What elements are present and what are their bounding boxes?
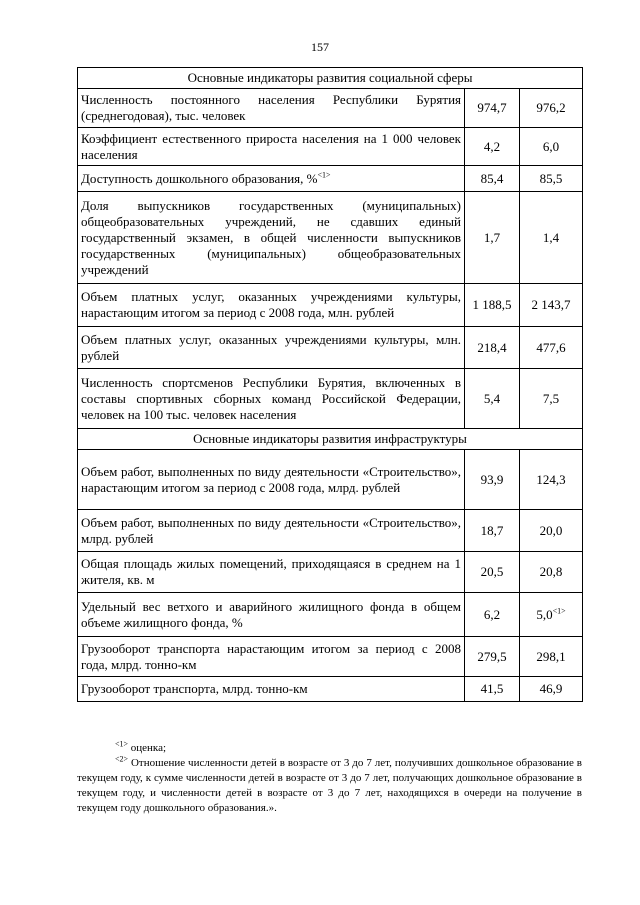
value-col-1: 18,7 bbox=[465, 510, 520, 552]
value-col-2: 2 143,7 bbox=[520, 284, 583, 327]
indicator-name: Доля выпускников государственных (муниципальных) общеобразовательных учреждений, не сдавших единый государственный экзамен, в общей численности выпускников государственных (муниципальных) общеобразовательных учреждений bbox=[78, 192, 465, 284]
indicator-name: Общая площадь жилых помещений, приходящаяся в среднем на 1 жителя, кв. м bbox=[78, 552, 465, 593]
value-col-2: 1,4 bbox=[520, 192, 583, 284]
section-header-row bbox=[78, 429, 583, 450]
footnotes bbox=[77, 741, 582, 816]
indicator-name: Объем работ, выполненных по виду деятельности «Строительство», млрд. рублей bbox=[78, 510, 465, 552]
indicator-name bbox=[78, 166, 465, 192]
value-col-2: 85,5 bbox=[520, 166, 583, 192]
value-col-1: 279,5 bbox=[465, 637, 520, 677]
table-row bbox=[78, 166, 583, 192]
indicator-name: Коэффициент естественного прироста населения на 1 000 человек населения bbox=[78, 128, 465, 166]
value-col-2: 298,1 bbox=[520, 637, 583, 677]
footnote-mark: <1> bbox=[115, 739, 129, 749]
value-col-1: 974,7 bbox=[465, 89, 520, 128]
value-col-1: 4,2 bbox=[465, 128, 520, 166]
indicator-name-text: Доступность дошкольного образования, % bbox=[81, 170, 318, 186]
indicator-name: Объем работ, выполненных по виду деятельности «Строительство», нарастающим итогом за период с 2008 года, млрд. рублей bbox=[78, 450, 465, 510]
value-col-2: 20,0 bbox=[520, 510, 583, 552]
table-row bbox=[78, 369, 583, 429]
value-col-2: 46,9 bbox=[520, 677, 583, 702]
value-col-2 bbox=[520, 593, 583, 637]
table-row bbox=[78, 677, 583, 702]
indicator-name: Грузооборот транспорта нарастающим итогом за период с 2008 года, млрд. тонно-км bbox=[78, 637, 465, 677]
value-col-1: 93,9 bbox=[465, 450, 520, 510]
footnote-text: оценка; bbox=[128, 742, 167, 754]
table-row bbox=[78, 510, 583, 552]
indicator-name: Удельный вес ветхого и аварийного жилищного фонда в общем объеме жилищного фонда, % bbox=[78, 593, 465, 637]
value-col-2: 976,2 bbox=[520, 89, 583, 128]
value-col-2: 124,3 bbox=[520, 450, 583, 510]
footnote-mark: <2> bbox=[115, 754, 129, 764]
value-col-1: 5,4 bbox=[465, 369, 520, 429]
footnote-1 bbox=[77, 741, 582, 756]
table-row bbox=[78, 552, 583, 593]
table-row bbox=[78, 284, 583, 327]
footnote-text: Отношение численности детей в возрасте от 3 до 7 лет, получивших дошкольное образование в текущем году, к сумме численности детей в возрасте от 3 до 7 лет, получающих дошкольное образование в текущем году, и численности детей в возрасте от 3 до 7 лет, находящихся в очереди на получение в текущем году дошкольного образования.». bbox=[77, 757, 582, 814]
footnote-ref: <1> bbox=[317, 170, 331, 180]
value-col-1: 20,5 bbox=[465, 552, 520, 593]
value-col-2: 6,0 bbox=[520, 128, 583, 166]
page-number: 157 bbox=[311, 40, 329, 54]
indicator-name: Грузооборот транспорта, млрд. тонно-км bbox=[78, 677, 465, 702]
footnote-ref: <1> bbox=[552, 606, 566, 616]
table-row bbox=[78, 192, 583, 284]
section-title: Основные индикаторы развития социальной сферы bbox=[78, 68, 583, 89]
table-row bbox=[78, 128, 583, 166]
section-title: Основные индикаторы развития инфраструктуры bbox=[78, 429, 583, 450]
value-text: 5,0 bbox=[536, 606, 553, 622]
value-col-2: 20,8 bbox=[520, 552, 583, 593]
table-row bbox=[78, 327, 583, 369]
value-col-2: 477,6 bbox=[520, 327, 583, 369]
table-row bbox=[78, 89, 583, 128]
indicator-name: Численность спортсменов Республики Бурятия, включенных в составы спортивных сборных команд Российской Федерации, человек на 100 тыс. человек населения bbox=[78, 369, 465, 429]
table-row bbox=[78, 593, 583, 637]
value-col-1: 6,2 bbox=[465, 593, 520, 637]
indicator-name: Численность постоянного населения Республики Бурятия (среднегодовая), тыс. человек bbox=[78, 89, 465, 128]
value-col-1: 1,7 bbox=[465, 192, 520, 284]
footnote-2 bbox=[77, 756, 582, 816]
indicator-name: Объем платных услуг, оказанных учреждениями культуры, нарастающим итогом за период с 2008 года, млн. рублей bbox=[78, 284, 465, 327]
indicator-name: Объем платных услуг, оказанных учреждениями культуры, млн. рублей bbox=[78, 327, 465, 369]
value-col-1: 1 188,5 bbox=[465, 284, 520, 327]
table-row bbox=[78, 637, 583, 677]
indicators-table bbox=[77, 67, 583, 702]
table-row bbox=[78, 450, 583, 510]
value-col-1: 41,5 bbox=[465, 677, 520, 702]
value-col-1: 218,4 bbox=[465, 327, 520, 369]
section-header-row bbox=[78, 68, 583, 89]
value-col-2: 7,5 bbox=[520, 369, 583, 429]
value-col-1: 85,4 bbox=[465, 166, 520, 192]
